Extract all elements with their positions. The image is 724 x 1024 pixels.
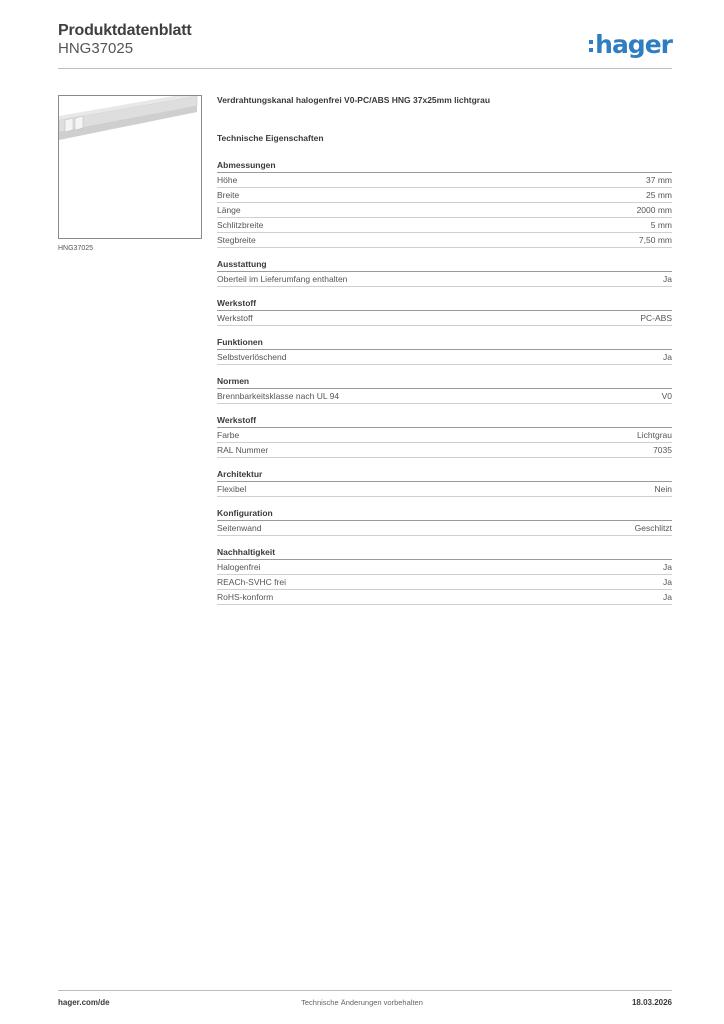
spec-row [217,233,672,248]
spec-value: 7,50 mm [638,235,672,245]
group-title: Abmessungen [217,159,672,173]
footer-website-link[interactable]: hager.com/de [58,998,110,1007]
spec-value: V0 [661,391,672,401]
group-title: Normen [217,375,672,389]
logo-text: hager [595,29,672,59]
spec-label: Werkstoff [217,313,253,323]
spec-label: Selbstverlöschend [217,352,287,362]
spec-row [217,560,672,575]
product-name: Verdrahtungskanal halogenfrei V0-PC/ABS HNG 37x25mm lichtgrau [217,95,491,105]
spec-row [217,575,672,590]
logo-mark-icon [589,40,593,52]
group-title: Ausstattung [217,258,672,272]
document-title: Produktdatenblatt [58,22,192,39]
spec-value: 2000 mm [636,205,672,215]
spec-row [217,389,672,404]
group-title: Nachhaltigkeit [217,546,672,560]
spec-group [217,336,672,365]
image-caption: HNG37025 [58,245,94,252]
spec-group [217,297,672,326]
group-title: Funktionen [217,336,672,350]
spec-row [217,203,672,218]
spec-label: Flexibel [217,484,247,494]
spec-label: Farbe [217,430,240,440]
group-title: Architektur [217,468,672,482]
spec-group [217,468,672,497]
spec-label: Oberteil im Lieferumfang enthalten [217,274,348,284]
spec-label: Länge [217,205,241,215]
spec-label: Seitenwand [217,523,262,533]
spec-group [217,507,672,536]
section-heading: Technische Eigenschaften [217,133,324,143]
group-title: Werkstoff [217,297,672,311]
spec-value: 5 mm [650,220,672,230]
spec-value: PC-ABS [640,313,672,323]
spec-group [217,414,672,458]
spec-label: REACh-SVHC frei [217,577,286,587]
cable-duct-illustration [59,96,201,238]
spec-value: Nein [654,484,672,494]
spec-row [217,311,672,326]
spec-row [217,590,672,605]
spec-row [217,272,672,287]
spec-label: RoHS-konform [217,592,274,602]
spec-row [217,188,672,203]
spec-value: 25 mm [646,190,672,200]
group-title: Konfiguration [217,507,672,521]
footer-divider [58,990,672,991]
group-title: Werkstoff [217,414,672,428]
header-divider [58,68,672,69]
spec-row [217,350,672,365]
spec-value: Lichtgrau [637,430,672,440]
spec-value: 7035 [653,445,672,455]
spec-row [217,428,672,443]
spec-label: Schlitzbreite [217,220,264,230]
spec-group [217,375,672,404]
product-image [58,95,202,239]
footer-date: 18.03.2026 [631,998,672,1007]
spec-label: Stegbreite [217,235,256,245]
spec-value: 37 mm [646,175,672,185]
spec-content [217,95,672,605]
spec-groups [217,159,672,605]
spec-label: Halogenfrei [217,562,261,572]
spec-group [217,258,672,287]
spec-value: Ja [663,592,672,602]
product-code-heading: HNG37025 [58,40,134,57]
spec-label: Brennbarkeitsklasse nach UL 94 [217,391,340,401]
spec-row [217,173,672,188]
spec-label: Höhe [217,175,238,185]
page-header [58,20,672,70]
spec-group [217,159,672,248]
spec-row [217,482,672,497]
spec-group [217,546,672,605]
spec-value: Geschlitzt [634,523,672,533]
spec-value: Ja [663,352,672,362]
spec-row [217,521,672,536]
hager-logo[interactable] [589,30,672,58]
spec-value: Ja [663,274,672,284]
spec-label: RAL Nummer [217,445,269,455]
spec-row [217,218,672,233]
spec-value: Ja [663,562,672,572]
spec-value: Ja [663,577,672,587]
spec-row [217,443,672,458]
footer-notice: Technische Änderungen vorbehalten [301,998,423,1007]
spec-label: Breite [217,190,240,200]
